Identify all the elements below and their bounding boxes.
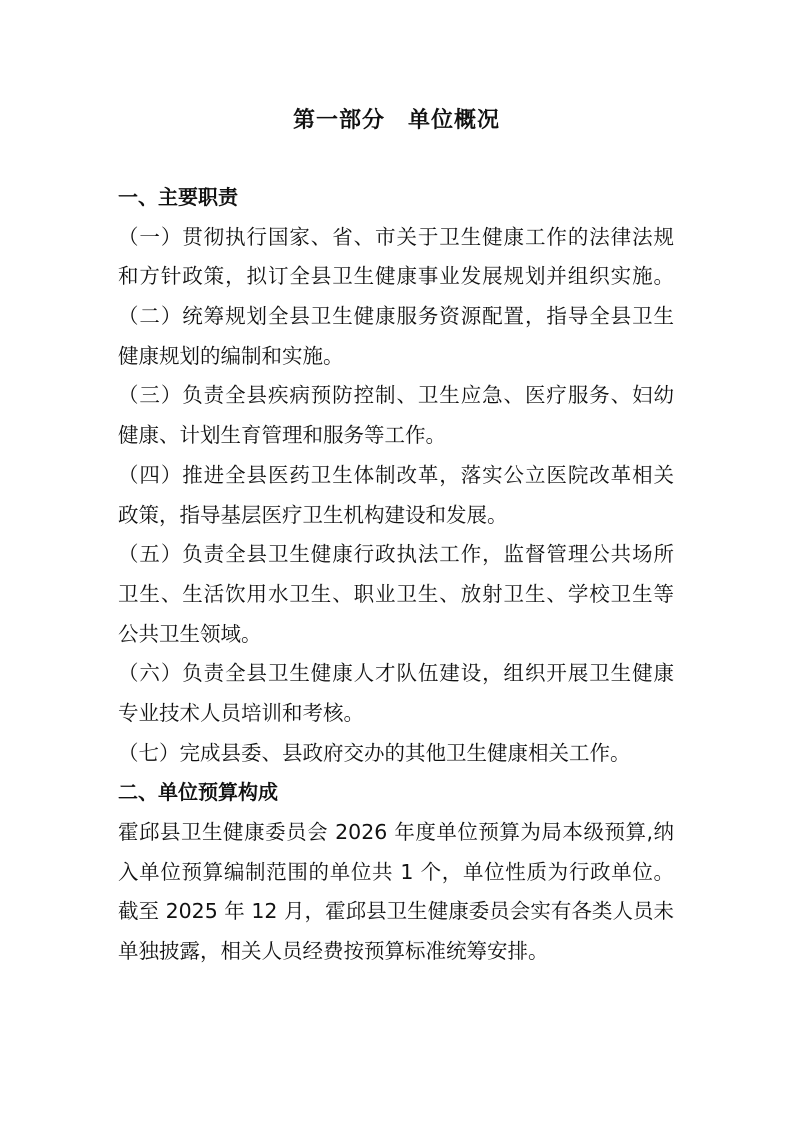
paragraph-line: （七）完成县委、县政府交办的其他卫生健康相关工作。 [118,740,631,765]
paragraph-line: （一）贯彻执行国家、省、市关于卫生健康工作的法律法规 [118,224,674,249]
paragraph-line: 健康、计划生育管理和服务等工作。 [118,423,446,448]
paragraph-line: 卫生、生活饮用水卫生、职业卫生、放射卫生、学校卫生等 [118,581,674,606]
paragraph-line: （二）统筹规划全县卫生健康服务资源配置，指导全县卫生 [118,304,674,329]
paragraph-line: （五）负责全县卫生健康行政执法工作，监督管理公共场所 [118,542,674,567]
section [118,178,674,773]
section [118,773,674,971]
section-heading: 一、主要职责 [118,185,238,209]
paragraph-line: （四）推进全县医药卫生体制改革，落实公立医院改革相关 [118,462,674,487]
document-body [118,178,674,972]
paragraph-line: 截至 2025 年 12 月，霍邱县卫生健康委员会实有各类人员未 [118,899,674,924]
paragraph-line: 单独披露，相关人员经费按预算标准统筹安排。 [118,939,549,964]
paragraph-line: 入单位预算编制范围的单位共 1 个，单位性质为行政单位。 [118,859,674,884]
paragraph-line: 公共卫生领域。 [118,621,262,646]
paragraph-line: （六）负责全县卫生健康人才队伍建设，组织开展卫生健康 [118,661,674,686]
paragraph-line: 和方针政策，拟订全县卫生健康事业发展规划并组织实施。 [118,264,674,289]
paragraph-line: 专业技术人员培训和考核。 [118,700,364,725]
paragraph-line: （三）负责全县疾病预防控制、卫生应急、医疗服务、妇幼 [118,383,674,408]
paragraph-line: 霍邱县卫生健康委员会 2026 年度单位预算为局本级预算,纳 [118,820,674,844]
section-heading: 二、单位预算构成 [118,780,278,805]
paragraph-line: 政策，指导基层医疗卫生机构建设和发展。 [118,502,508,527]
paragraph-line: 健康规划的编制和实施。 [118,343,344,368]
page-title: 第一部分 单位概况 [292,108,500,133]
